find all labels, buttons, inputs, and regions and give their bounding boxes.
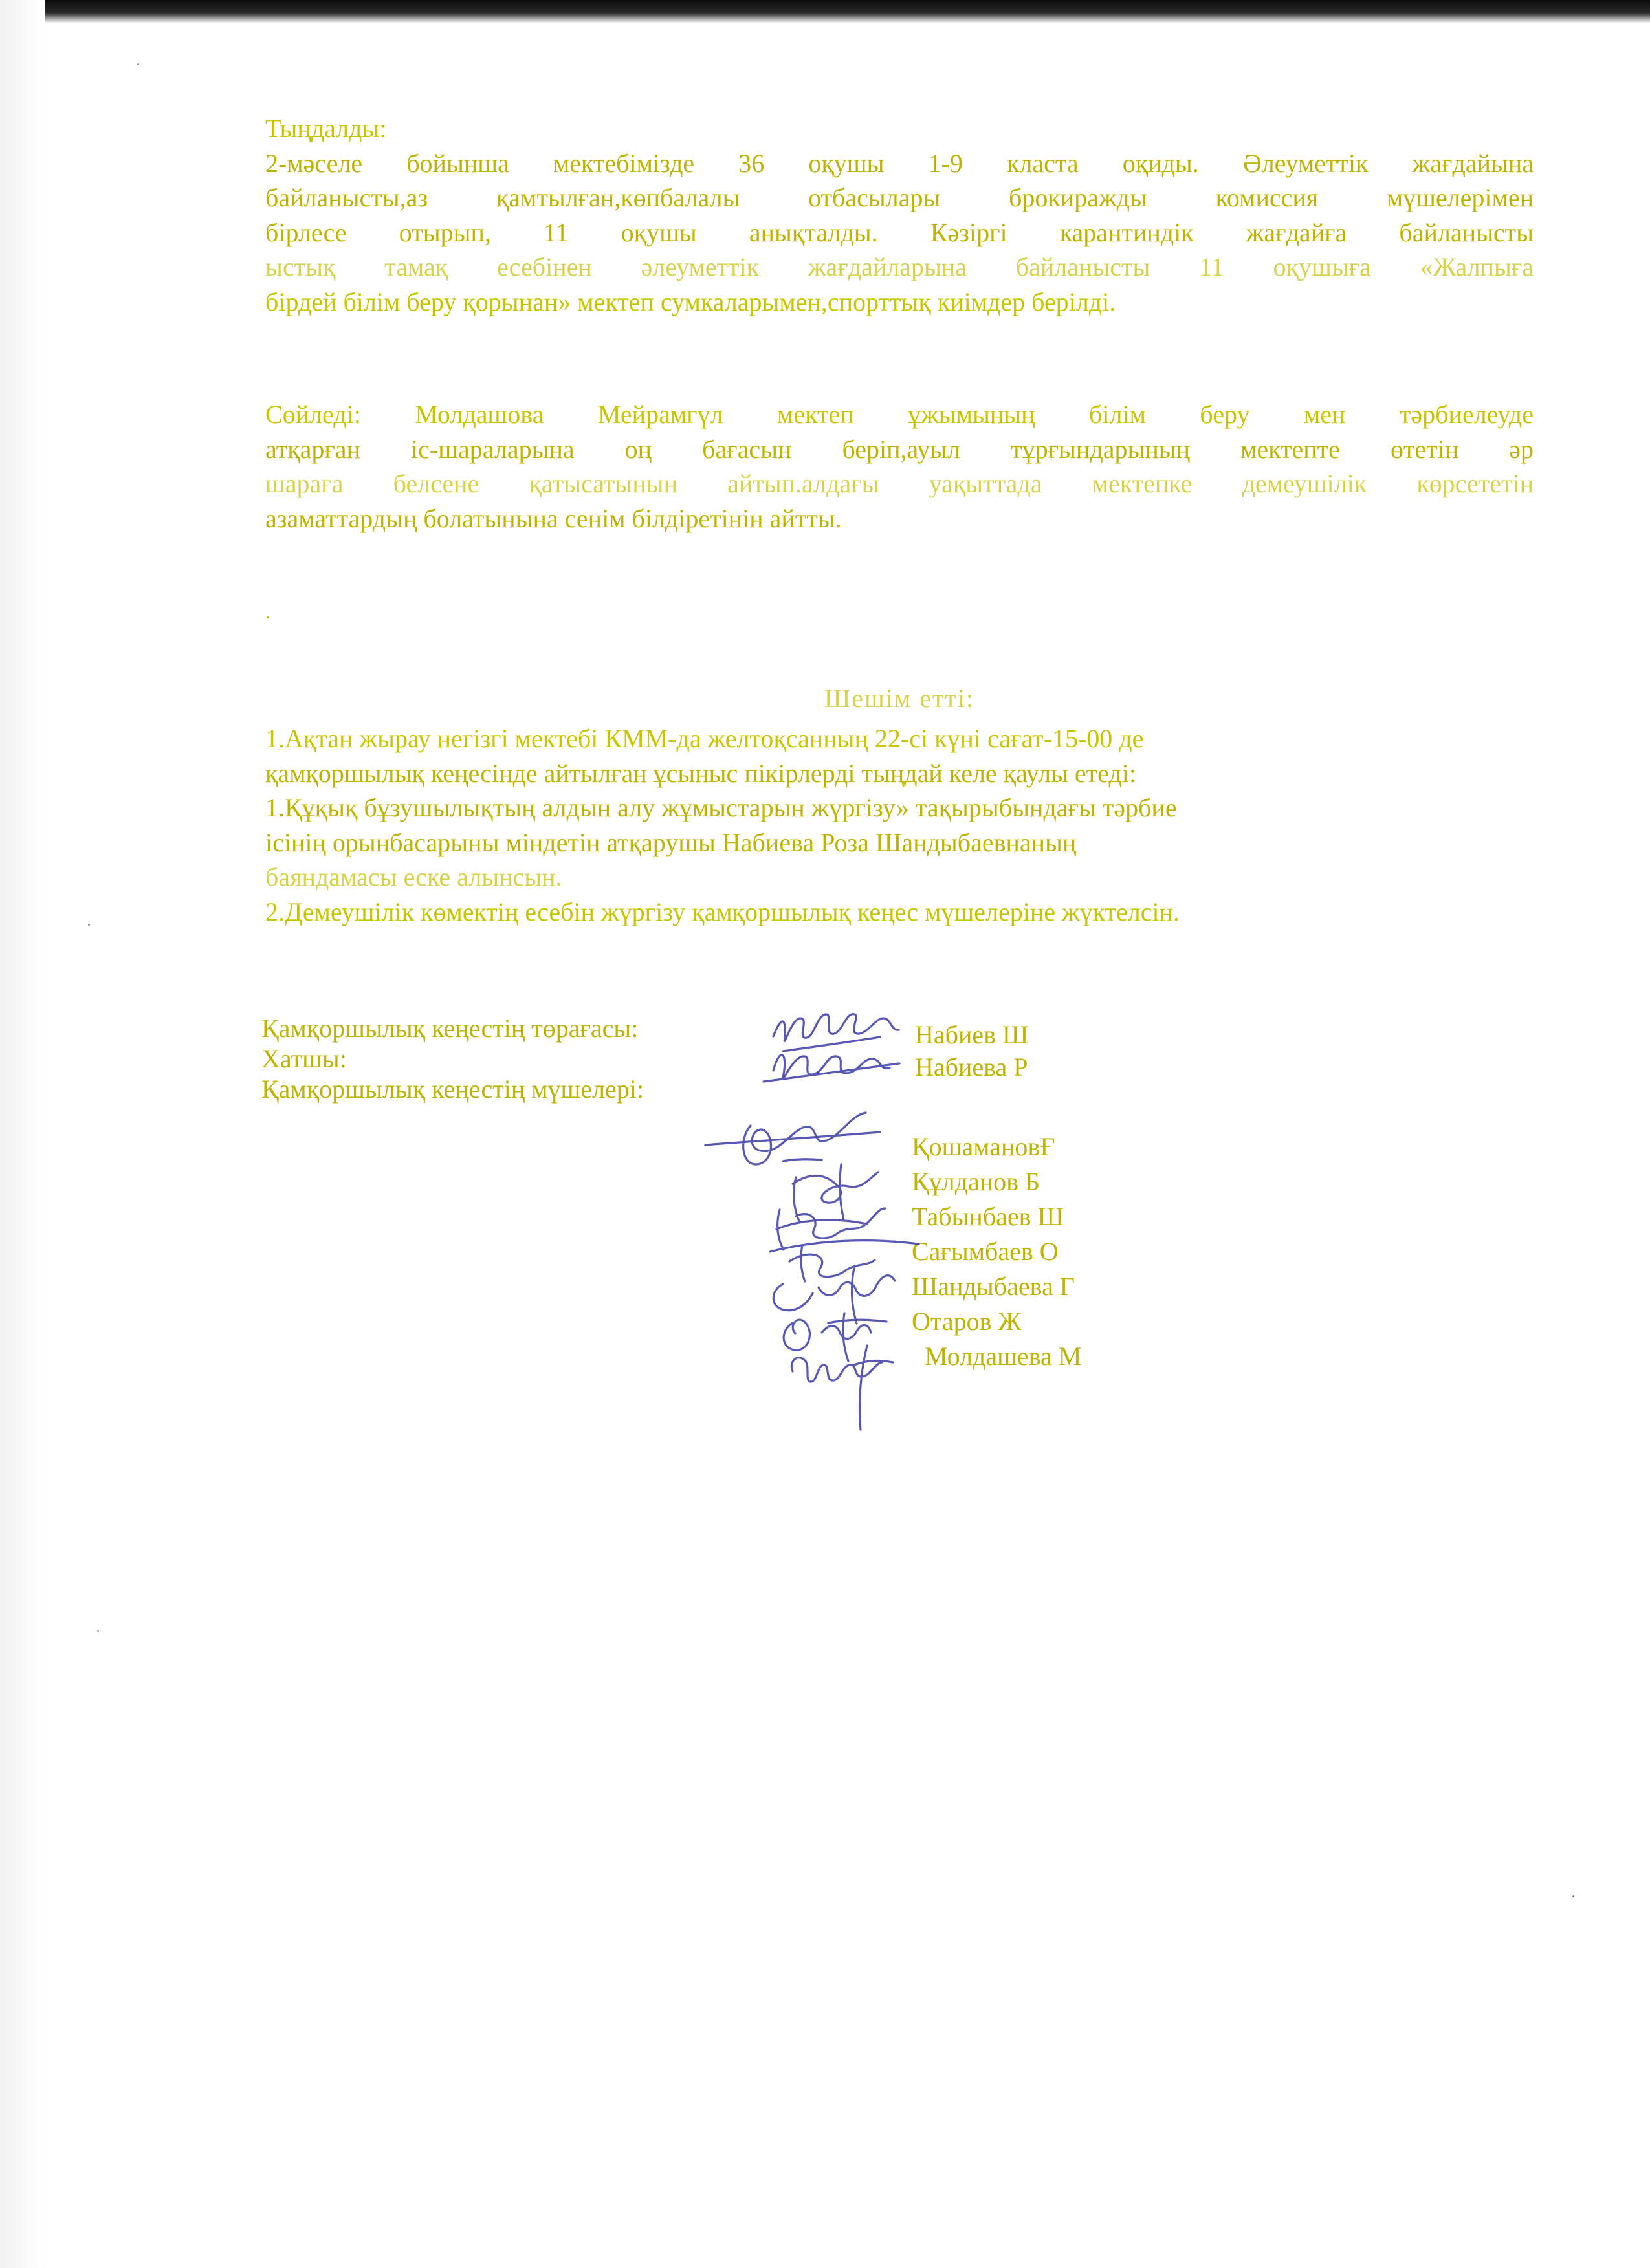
spoke-line: азаматтардың болатынына сенім білдіретінін айтты. <box>265 503 842 533</box>
signature-member-2 <box>783 1159 878 1223</box>
listened-line: бірдей білім беру қорынан» мектеп сумкаларымен,спорттық киімдер берілді. <box>265 287 1116 316</box>
spoke-line: атқарған іс-шараларына оң бағасын беріп,ауыл тұрғындарының мектепте өтетін әр <box>265 434 1534 464</box>
chair-name: Набиев Ш <box>915 1020 1029 1049</box>
member-name: Құлданов Б <box>912 1167 1040 1196</box>
decision-line: 2.Демеушілік көмектің есебін жүргізу қамқоршылық кеңес мүшелеріне жүктелсін. <box>265 897 1180 926</box>
member-name: Молдашева М <box>925 1342 1082 1371</box>
scan-left-shadow <box>0 0 45 2268</box>
decision-line: қамқоршылық кеңесінде айтылған ұсыныс пікірлерді тыңдай келе қаулы етеді: <box>265 758 1136 788</box>
decision-line: 1.Ақтан жырау негізгі мектебі КММ-да желтоқсанның 22-сі күні сағат-15-00 де <box>265 724 1144 753</box>
signature-member-7 <box>791 1346 893 1430</box>
member-name: Табынбаев Ш <box>912 1202 1064 1231</box>
spoke-line: шараға белсене қатысатынын айтып.алдағы уақыттада мектепке демеушілік көрсететін <box>265 469 1534 498</box>
scan-dust-3 <box>97 1630 99 1632</box>
scan-dust-4 <box>1572 1895 1574 1897</box>
spoke-section <box>265 397 1534 536</box>
decision-line: ісінің орынбасарыны міндетін атқарушы Набиева Роза Шандыбаевнаның <box>265 827 1077 857</box>
signature-secretary <box>764 1055 899 1082</box>
listened-line: бірлесе отырып, 11 оқушы анықталды. Кәзіргі карантиндік жағдайға байланысты <box>265 217 1534 247</box>
signature-member-3 <box>776 1208 885 1250</box>
secretary-label: Хатшы: <box>261 1044 347 1073</box>
listened-line: байланысты,аз қамтылған,көпбалалы отбасылары брокиражды комиссия мүшелерімен <box>265 183 1534 212</box>
signature-member-6 <box>784 1313 886 1361</box>
member-name: Шандыбаева Г <box>912 1272 1075 1301</box>
decision-title: Шешім етті: <box>824 684 975 713</box>
signature-chair <box>773 1014 899 1051</box>
member-name: Отаров Ж <box>912 1307 1022 1336</box>
secretary-name: Набиева Р <box>915 1052 1028 1082</box>
listened-title: Тыңдалды: <box>265 114 387 143</box>
listened-line: 2-мәселе бойынша мектебімізде 36 оқушы 1-9 класта оқиды. Әлеуметтік жағдайына <box>265 148 1534 178</box>
signature-member-1 <box>705 1113 880 1164</box>
decision-line: 1.Құқық бұзушылықтың алдын алу жұмыстарын жүргізу» тақырыбындағы тәрбие <box>265 793 1177 822</box>
spoke-line: Сөйледі: Молдашова Мейрамгүл мектеп ұжымының білім беру мен тәрбиелеуде <box>265 400 1534 429</box>
decision-line: баяндамасы еске алынсын. <box>265 862 562 891</box>
stray-dot-mark: . <box>265 602 270 623</box>
scan-top-edge <box>0 0 1650 23</box>
member-name: Сағымбаев О <box>912 1237 1059 1266</box>
scan-dust-2 <box>88 924 90 926</box>
chair-label: Қамқоршылық кеңестің төрағасы: <box>261 1014 639 1043</box>
decision-section <box>265 681 1534 953</box>
members-label: Қамқоршылық кеңестің мүшелері: <box>261 1074 644 1104</box>
listened-section <box>265 111 1534 319</box>
member-name: ҚошамановҒ <box>912 1132 1055 1161</box>
scan-dust-1 <box>137 63 139 65</box>
listened-line: ыстық тамақ есебінен әлеуметтік жағдайларына байланысты 11 оқушыға «Жалпыға <box>265 252 1534 281</box>
signature-member-4 <box>770 1241 919 1281</box>
signature-member-5 <box>773 1268 895 1324</box>
